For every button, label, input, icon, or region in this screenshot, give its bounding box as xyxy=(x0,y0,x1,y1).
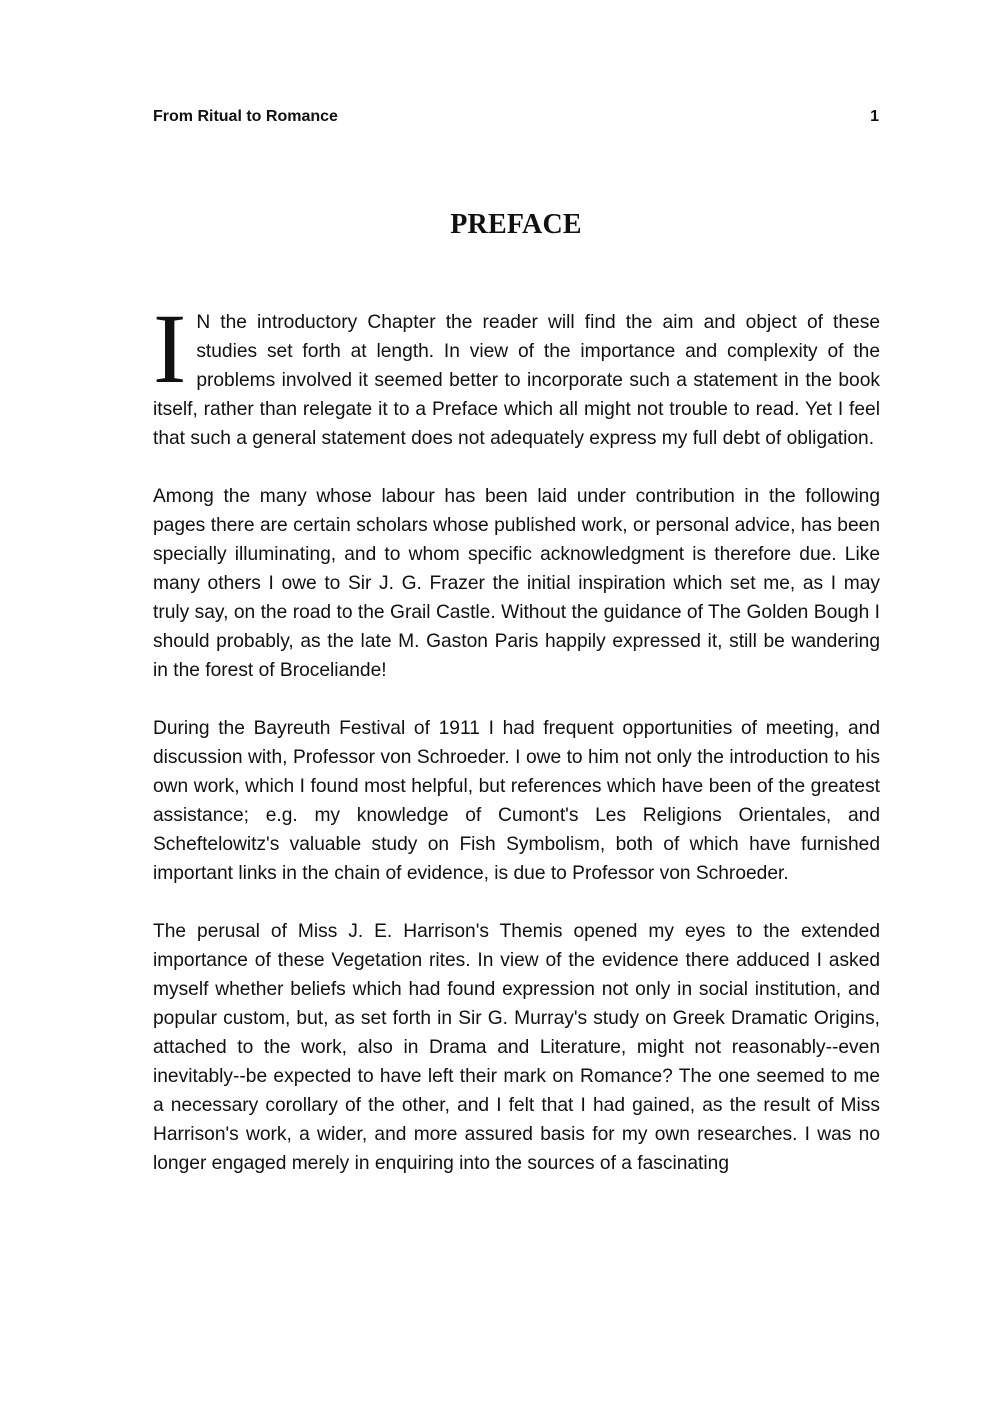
paragraph-2: Among the many whose labour has been laid under contribution in the following pages there are certain scholars whose published work, or personal advice, has been specially illuminating, and to whom specific acknowledgment is therefore due. Like many others I owe to Sir J. G. Frazer the initial inspiration which set me, as I may truly say, on the road to the Grail Castle. Without the guidance of The Golden Bough I should probably, as the late M. Gaston Paris happily expressed it, still be wandering in the forest of Broceliande! xyxy=(153,486,880,681)
running-header xyxy=(153,107,879,127)
paragraph-1 xyxy=(153,293,880,453)
page-number: 1 xyxy=(870,108,879,125)
paragraph-1-text: N the introductory Chapter the reader will find the aim and object of these studies set forth at length. In view of the importance and complexity of the problems involved it seemed better to incorporate such a statement in the book itself, rather than relegate it to a Preface which all might not trouble to read. Yet I feel that such a general statement does not adequately express my full debt of obligation. xyxy=(153,312,880,449)
book-title: From Ritual to Romance xyxy=(153,108,338,125)
drop-cap: I xyxy=(153,293,187,404)
body-text xyxy=(153,293,880,1207)
paragraph-3: During the Bayreuth Festival of 1911 I had frequent opportunities of meeting, and discussion with, Professor von Schroeder. I owe to him not only the introduction to his own work, which I found most helpful, but references which have been of the greatest assistance; e.g. my knowledge of Cumont's Les Religions Orientales, and Scheftelowitz's valuable study on Fish Symbolism, both of which have furnished important links in the chain of evidence, is due to Professor von Schroeder. xyxy=(153,718,880,884)
chapter-title: PREFACE xyxy=(450,209,582,240)
paragraph-4: The perusal of Miss J. E. Harrison's Themis opened my eyes to the extended importance of these Vegetation rites. In view of the evidence there adduced I asked myself whether beliefs which had found expression not only in social institution, and popular custom, but, as set forth in Sir G. Murray's study on Greek Dramatic Origins, attached to the work, also in Drama and Literature, might not reasonably--even inevitably--be expected to have left their mark on Romance? The one seemed to me a necessary corollary of the other, and I felt that I had gained, as the result of Miss Harrison's work, a wider, and more assured basis for my own researches. I was no longer engaged merely in enquiring into the sources of a fascinating xyxy=(153,921,880,1174)
